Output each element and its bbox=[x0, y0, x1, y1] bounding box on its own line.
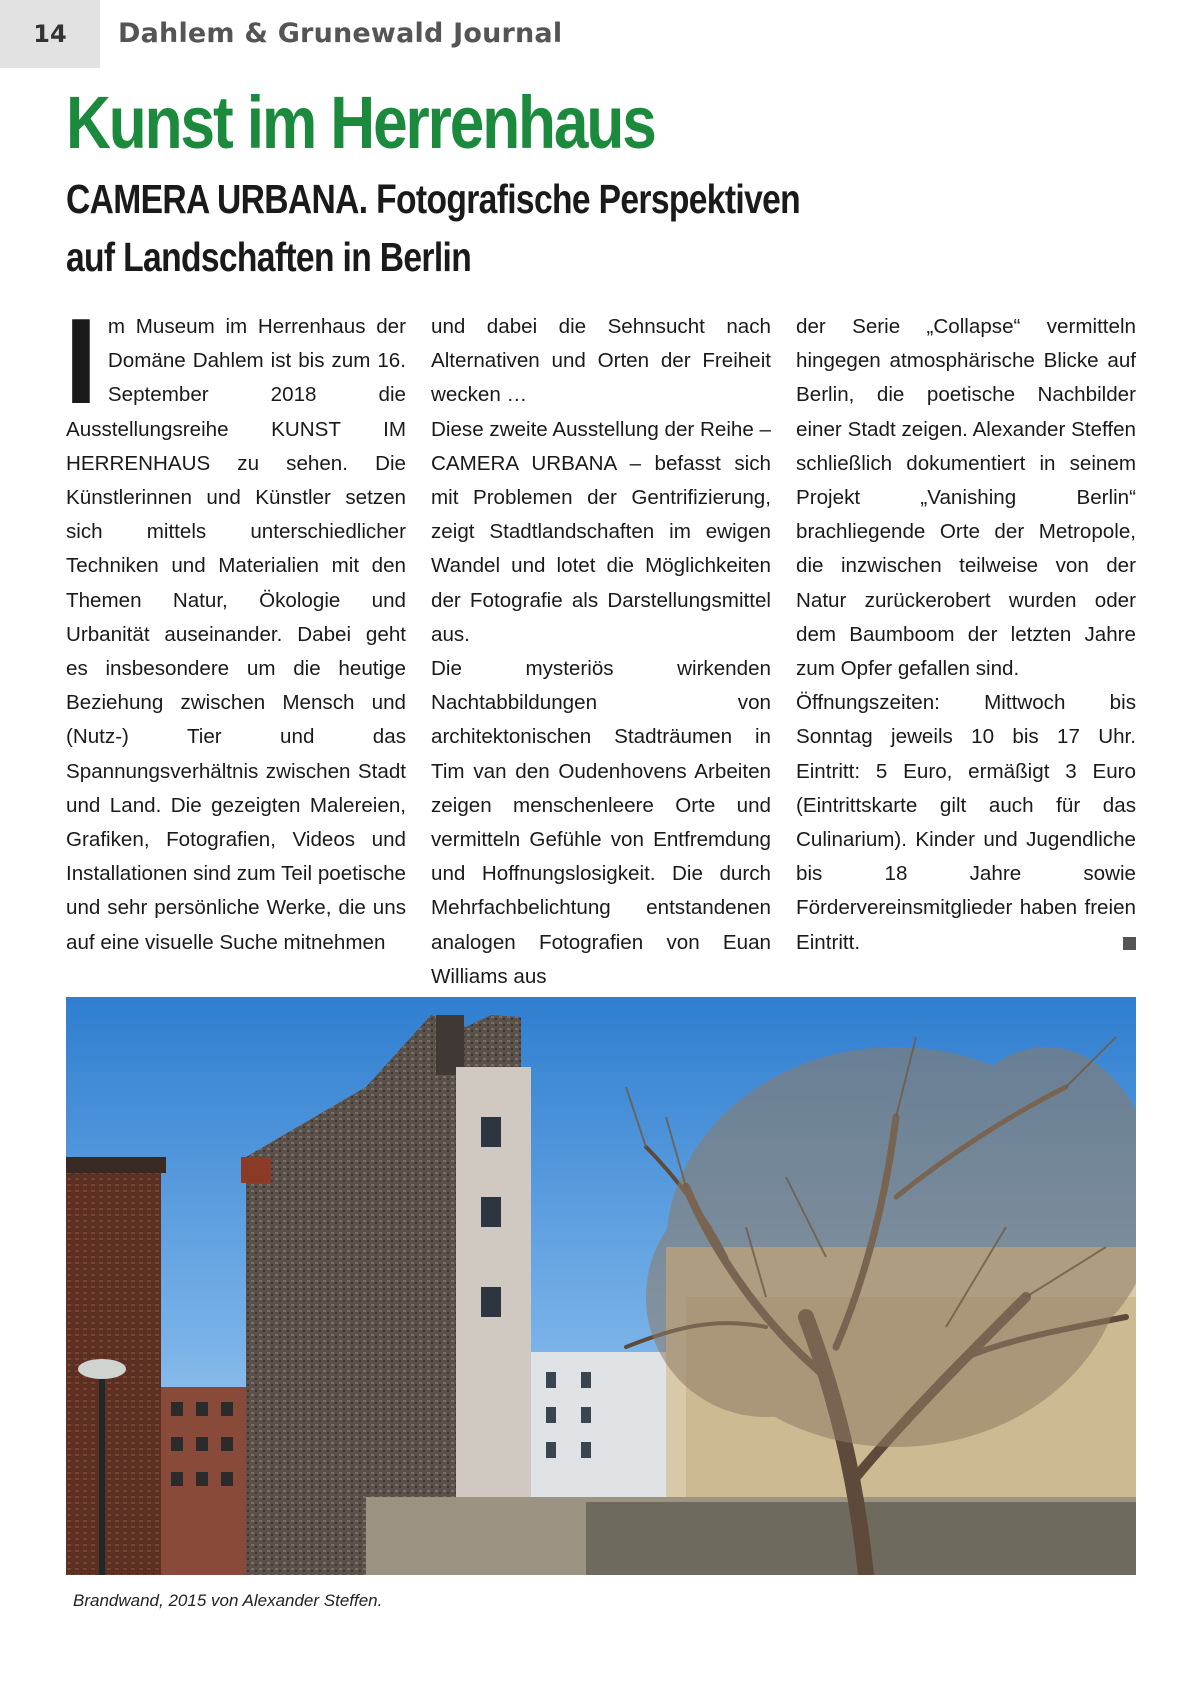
column-2-paragraph-3: Die mysteriös wirkenden Nachtabbildungen von architektonischen Stadträumen in Tim van den Oudenhovens Arbeiten zeigen menschenleere Orte und vermitteln Gefühle von Entfremdung und Hoffnungslosigkeit. Die durch Mehrfachbelichtung entstandenen analogen Fotografien von Euan Williams aus bbox=[431, 657, 771, 988]
subtitle-line-1: CAMERA URBANA. Fotografische Perspektiven bbox=[66, 176, 801, 222]
opening-hours-text: Öffnungszeiten: Mittwoch bis Sonntag jeweils 10 bis 17 Uhr. Eintritt: 5 Euro, ermäßigt 3 Euro (Eintrittskarte gilt auch für das Culinarium). Kinder und Jugendliche bis 18 Jahre sowie Fördervereinsmitglieder haben freien Eintritt. bbox=[796, 691, 1136, 954]
article-subtitle bbox=[66, 170, 800, 286]
journal-name: Dahlem & Grunewald Journal bbox=[118, 18, 563, 49]
drop-cap: I bbox=[64, 293, 98, 429]
column-1 bbox=[64, 293, 406, 994]
page-number: 14 bbox=[0, 0, 100, 68]
article-body bbox=[64, 293, 1136, 994]
brandwand-photo-illustration bbox=[66, 997, 1136, 1575]
column-2 bbox=[431, 310, 771, 994]
end-of-article-mark-icon bbox=[1123, 937, 1136, 950]
column-2-paragraph-1: und dabei die Sehnsucht nach Alternativen und Orten der Freiheit wecken … bbox=[431, 315, 771, 407]
column-2-paragraph-2: Diese zweite Ausstellung der Reihe – CAMERA URBANA – befasst sich mit Problemen der Gentrifizierung, zeigt Stadtlandschaften im ewigen Wandel und lotet die Möglichkeiten der Fotografie als Darstellungsmittel aus. bbox=[431, 417, 771, 646]
column-3 bbox=[796, 310, 1136, 994]
article-photo bbox=[66, 997, 1136, 1575]
photo-caption: Brandwand, 2015 von Alexander Steffen. bbox=[73, 1591, 383, 1610]
subtitle-line-2: auf Landschaften in Berlin bbox=[66, 234, 472, 280]
article-title: Kunst im Herrenhaus bbox=[66, 81, 655, 164]
column-3-paragraph-1: der Serie „Collapse“ vermitteln hingegen atmosphärische Blicke auf Berlin, die poetische Nachbilder einer Stadt zeigen. Alexander Steffen schließlich dokumentiert in seinem Projekt „Vanishing Berlin“ brachliegende Orte der Metropole, die inzwischen teilweise von der Natur zurückerobert wurden oder dem Baumboom der letzten Jahre zum Opfer gefallen sind. bbox=[796, 315, 1136, 681]
column-3-paragraph-2 bbox=[796, 686, 1136, 960]
column-1-text: m Museum im Herrenhaus der Domäne Dahlem ist bis zum 16. September 2018 die Ausstellungsreihe KUNST IM HERRENHAUS zu sehen. Die Künstlerinnen und Künstler setzen sich mittels unterschiedlicher Techniken und Materialien mit den Themen Natur, Ökologie und Urbanität auseinander. Dabei geht es insbesondere um die heutige Beziehung zwischen Mensch und (Nutz-) Tier und das Spannungsverhältnis zwischen Stadt und Land. Die gezeigten Malereien, Grafiken, Fotografien, Videos und Installationen sind zum Teil poetische und sehr persönliche Werke, die uns auf eine visuelle Suche mitnehmen bbox=[66, 315, 406, 954]
